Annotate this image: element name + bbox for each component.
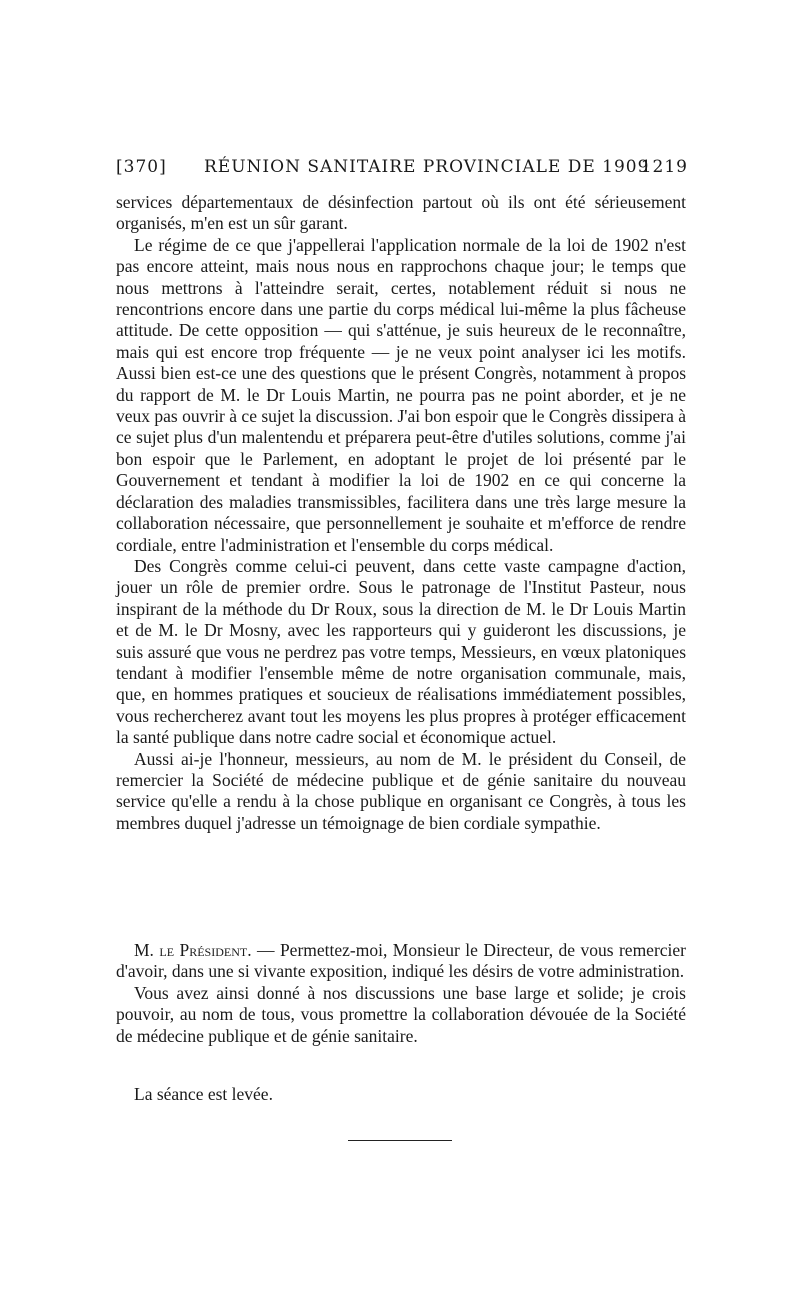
page-number: 1219 — [640, 157, 688, 177]
running-header — [116, 157, 688, 181]
closing-line: La séance est levée. — [134, 1084, 273, 1104]
paragraph-2: Le régime de ce que j'appellerai l'application normale de la loi de 1902 n'est pas encore atteint, mais nous nous en rapprochons chaque jour; le temps que nous mettrons à l'atteindre serait, certes, notablement réduit si nous ne rencontrions encore dans une partie du corps médical lui-même la plus fâcheuse attitude. De cette opposition — qui s'atténue, je suis heureux de le reconnaître, mais qui est encore trop fréquente — je ne veux point analyser ici les motifs. Aussi bien est-ce une des questions que le présent Congrès, notamment à propos du rapport de M. le Dr Louis Martin, ne pourra pas ne point aborder, et je ne veux pas ouvrir à ce sujet la discussion. J'ai bon espoir que le Congrès dissipera à ce sujet plus d'un malentendu et préparera peut-être d'utiles solutions, comme j'ai bon espoir que le Parlement, en adoptant le projet de loi présenté par le Gouvernement et tendant à modifier la loi de 1902 en ce qui concerne la déclaration des maladies transmissibles, facilitera dans une très large mesure la collaboration nécessaire, que personnellement je souhaite et m'efforce de rendre cordiale, entre l'administration et l'ensemble du corps médical. — [116, 234, 686, 555]
speech-body — [116, 192, 686, 834]
speaker-name: M. le Président. — [134, 940, 252, 960]
closing-block — [116, 1084, 686, 1105]
reply-paragraph-2: Vous avez ainsi donné à nos discussions une base large et solide; je crois pouvoir, au nom de tous, vous promettre la collaboration dévouée de la Société de médecine publique et de génie sanitaire. — [116, 982, 686, 1046]
paragraph-3: Des Congrès comme celui-ci peuvent, dans cette vaste campagne d'action, jouer un rôle de premier ordre. Sous le patronage de l'Institut Pasteur, nous inspirant de la méthode du Dr Roux, sous la direction de M. le Dr Louis Martin et de M. le Dr Mosny, avec les rapporteurs qui y guideront les discussions, je suis assuré que vous ne perdrez pas votre temps, Messieurs, en vœux platoniques tendant à modifier l'ensemble même de notre organisation communale, mais, que, en hommes pratiques et soucieux de réalisations immédiatement possibles, vous rechercherez avant tout les moyens les plus propres à protéger efficacement la santé publique dans notre cadre social et économique actuel. — [116, 555, 686, 748]
page-ref: [370] — [116, 157, 167, 177]
paragraph-1: services départementaux de désinfection partout où ils ont été sérieusement organisés, m'en est un sûr garant. — [116, 192, 686, 234]
end-rule — [348, 1140, 452, 1141]
paragraph-4: Aussi ai-je l'honneur, messieurs, au nom de M. le président du Conseil, de remercier la Société de médecine publique et de génie sanitaire du nouveau service qu'elle a rendu à la chose publique en organisant ce Congrès, à tous les membres duquel j'adresse un témoignage de bien cordiale sympathie. — [116, 748, 686, 833]
running-title: RÉUNION SANITAIRE PROVINCIALE DE 1909 — [204, 157, 650, 177]
reply-paragraph-1 — [116, 940, 686, 983]
president-reply — [116, 940, 686, 1047]
reply-text-1: — Permettez-moi, Monsieur le Directeur, de vous remercier d'avoir, dans une si vivante exposition, indiqué les désirs de votre administration. — [116, 940, 687, 982]
